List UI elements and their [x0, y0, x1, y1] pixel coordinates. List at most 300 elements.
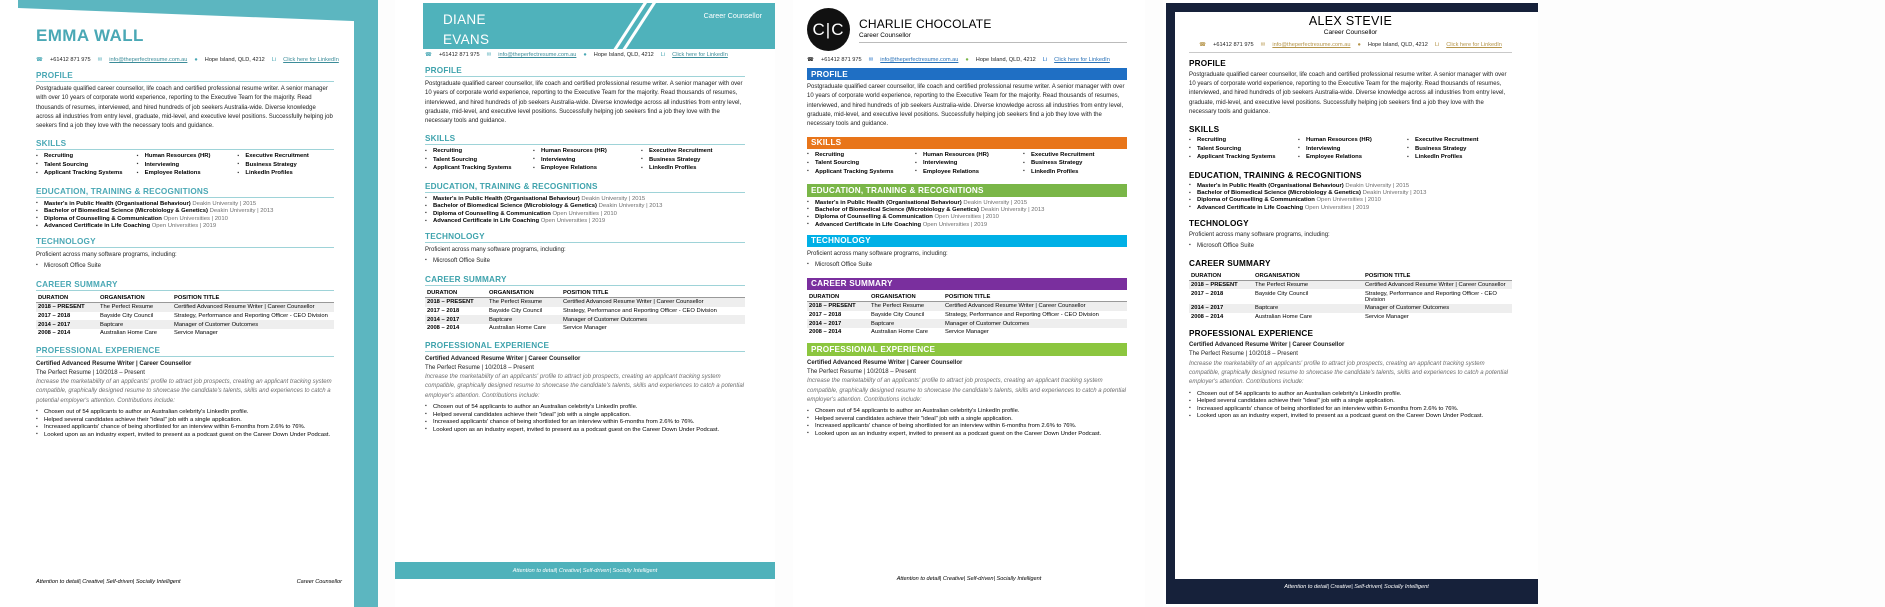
- cell-organisation: The Perfect Resume: [1253, 280, 1363, 289]
- cell-organisation: Australian Home Care: [100, 330, 158, 337]
- education-institution: Deakin University | 2015: [963, 199, 1028, 206]
- column-header-organisation: ORGANISATION: [487, 289, 561, 298]
- cell-duration: 2014 – 2017: [1189, 304, 1253, 313]
- career-summary-table: [425, 289, 745, 333]
- education-degree: Diploma of Counselling & Communication: [44, 215, 162, 222]
- table-header-row: [1189, 271, 1512, 280]
- cell-position: Strategy, Performance and Reporting Officer - CEO Division: [563, 308, 717, 315]
- monogram-logo: C|C: [807, 8, 850, 51]
- section-title-technology: TECHNOLOGY: [36, 237, 334, 248]
- education-degree: Master's in Public Health (Organisational Behaviour): [815, 199, 962, 206]
- skills-column-2: [1298, 137, 1403, 163]
- skills-column-3: [641, 148, 745, 174]
- education-list: [807, 200, 1127, 228]
- location-value: Hope Island, QLD, 4212: [593, 52, 654, 58]
- cell-position: Certified Advanced Resume Writer | Career Counsellor: [943, 302, 1127, 311]
- cell-organisation: Australian Home Care: [489, 325, 547, 332]
- list-item: [1189, 205, 1512, 211]
- cell-duration: 2018 – PRESENT: [425, 298, 487, 307]
- cell-duration: 2018 – PRESENT: [36, 303, 98, 312]
- skills-column-3: [1407, 137, 1512, 163]
- footer-role: Career Counsellor: [296, 579, 342, 585]
- first-name: DIANE: [443, 12, 486, 27]
- list-item: ▪ Executive Recruitment: [237, 153, 334, 159]
- section-title-career-summary: CAREER SUMMARY: [36, 280, 334, 291]
- table-row: [36, 312, 334, 321]
- cell-duration: 2017 – 2018: [809, 311, 842, 318]
- education-degree: Bachelor of Biomedical Science (Microbiology & Genetics): [1197, 190, 1361, 197]
- cell-organisation: Australian Home Care: [871, 329, 929, 336]
- skills-column-3: [237, 153, 334, 179]
- section-title-professional-experience: PROFESSIONAL EXPERIENCE: [425, 341, 745, 352]
- professional-experience-section: [1189, 329, 1512, 419]
- cell-position: Certified Advanced Resume Writer | Career Counsellor: [172, 303, 334, 312]
- list-item: ▪ Executive Recruitment: [1407, 137, 1512, 143]
- list-item: ▪ Recruiting: [807, 152, 911, 158]
- table-row: [1189, 313, 1512, 322]
- list-item: ▪ Microsoft Office Suite: [425, 257, 745, 266]
- technology-intro: Proficient across many software programs, including:: [807, 250, 948, 257]
- experience-company-dates: The Perfect Resume | 10/2018 – Present: [807, 368, 916, 375]
- experience-bullets: [36, 409, 334, 438]
- map-pin-icon: ●: [1357, 42, 1361, 48]
- experience-summary: Increase the marketability of an applicants' profile to attract job prospects, creating an applicant tracking system compatible, graphically designed resume to showcase the candidate's talents, skills and experiences to catch a potential employer's attention. Contributions include:: [425, 374, 744, 399]
- education-degree: Bachelor of Biomedical Science (Microbiology & Genetics): [433, 203, 597, 210]
- technology-list: [425, 257, 745, 266]
- education-list: [36, 201, 334, 229]
- table-header-row: [807, 293, 1127, 302]
- skills-column-1: [807, 152, 911, 178]
- cell-organisation: Australian Home Care: [1255, 313, 1313, 320]
- table-row: [425, 307, 745, 316]
- education-list: [1189, 183, 1512, 211]
- cell-organisation: Baptcare: [1253, 304, 1363, 313]
- section-title-skills: SKILLS: [1189, 125, 1220, 135]
- section-title-technology: TECHNOLOGY: [425, 232, 745, 243]
- cell-position: Service Manager: [1365, 313, 1409, 320]
- table-row: [1189, 304, 1512, 313]
- phone-value: +61412 871 975: [49, 57, 91, 63]
- phone-value: +61412 871 975: [1213, 42, 1254, 48]
- section-title-career-summary: CAREER SUMMARY: [425, 275, 745, 286]
- career-summary-table: [36, 294, 334, 338]
- technology-section: [1189, 219, 1512, 252]
- education-degree: Diploma of Counselling & Communication: [1197, 197, 1315, 204]
- education-section: [36, 187, 334, 229]
- list-item: ▪ Helped several candidates achieve their "ideal" job with a single application.: [1189, 398, 1512, 404]
- list-item: ▪ Microsoft Office Suite: [1189, 242, 1512, 251]
- professional-experience-section: [36, 346, 334, 438]
- education-institution: Deakin University | 2015: [581, 195, 646, 202]
- technology-section: [807, 235, 1127, 271]
- footer-tagline: Attention to detail| Creative| Self-driven| Socially Intelligent: [512, 567, 658, 574]
- education-institution: Open Universities | 2019: [1304, 204, 1370, 211]
- section-title-profile: PROFILE: [807, 68, 1127, 80]
- resume-card-emma-wall[interactable]: [0, 0, 378, 607]
- skills-section: [1189, 125, 1512, 163]
- location-value: Hope Island, QLD, 4212: [1367, 42, 1428, 48]
- section-title-education: EDUCATION, TRAINING & RECOGNITIONS: [807, 184, 1127, 196]
- contact-row: [1189, 42, 1512, 48]
- location-value: Hope Island, QLD, 4212: [975, 57, 1036, 63]
- experience-title: Certified Advanced Resume Writer | Career Counsellor: [1189, 342, 1345, 349]
- cell-duration: 2008 – 2014: [38, 330, 71, 337]
- list-item: ▪ Recruiting: [425, 148, 529, 154]
- list-item: ▪ Business Strategy: [641, 157, 745, 163]
- table-row: [36, 303, 334, 312]
- list-item: ▪ Helped several candidates achieve their "ideal" job with a single application.: [425, 412, 745, 418]
- list-item: ▪ Talent Sourcing: [1189, 146, 1294, 152]
- section-title-education: EDUCATION, TRAINING & RECOGNITIONS: [425, 182, 745, 193]
- skills-section: [36, 139, 334, 179]
- phone-icon: ☎: [36, 57, 43, 63]
- section-title-education: EDUCATION, TRAINING & RECOGNITIONS: [36, 187, 334, 198]
- list-item: ▪ Human Resources (HR): [915, 152, 1019, 158]
- table-header-row: [36, 294, 334, 303]
- education-degree: Advanced Certificate in Life Coaching: [44, 223, 151, 230]
- phone-icon: ☎: [807, 57, 814, 63]
- skills-column-1: [425, 148, 529, 174]
- list-item: ▪ Looked upon as an industry expert, invited to present as a podcast guest on the Career Down Under Podcast.: [807, 431, 1127, 437]
- profile-section: [425, 66, 745, 126]
- list-item: ▪ Interviewing: [533, 157, 637, 163]
- technology-section: [36, 237, 334, 272]
- profile-text: Postgraduate qualified career counsellor, life coach and certified professional resume writer. A senior manager with over 10 years of corporate world experience, reporting to the Executive Team for the majority. Read thousands of resumes, interviewed, and hired hundreds of job seekers Australia-wide. Diverse knowledge across all industries from entry level, graduate, mid-level, and executive level positions. Successfully helping job seekers find a job they love with the necessary tools and guidance.: [1189, 71, 1507, 115]
- list-item: ▪ Applicant Tracking Systems: [36, 170, 133, 176]
- list-item: ▪ Helped several candidates achieve their "ideal" job with a single application.: [36, 417, 334, 423]
- education-institution: Open Universities | 2019: [151, 223, 217, 230]
- profile-section: [36, 71, 334, 131]
- table-row: [36, 320, 334, 329]
- section-title-profile: PROFILE: [425, 66, 745, 77]
- technology-section: [425, 232, 745, 267]
- list-item: [425, 203, 745, 209]
- linkedin-icon: Li: [271, 57, 277, 63]
- section-title-professional-experience: PROFESSIONAL EXPERIENCE: [36, 346, 334, 357]
- career-summary-section: [425, 275, 745, 333]
- section-title-skills: SKILLS: [36, 139, 334, 150]
- profile-section: [1189, 59, 1512, 117]
- list-item: ▪ Looked upon as an industry expert, invited to present as a podcast guest on the Career Down Under Podcast.: [1189, 413, 1512, 419]
- cell-organisation: Baptcare: [869, 319, 943, 328]
- experience-company-dates: The Perfect Resume | 10/2018 – Present: [36, 369, 145, 376]
- list-item: ▪ LinkedIn Profiles: [237, 170, 334, 176]
- cell-duration: 2017 – 2018: [427, 308, 460, 315]
- list-item: ▪ Looked upon as an industry expert, invited to present as a podcast guest on the Career Down Under Podcast.: [36, 432, 334, 438]
- list-item: ▪ LinkedIn Profiles: [641, 165, 745, 171]
- list-item: ▪ Recruiting: [1189, 137, 1294, 143]
- list-item: [1189, 197, 1512, 203]
- skills-column-1: [36, 153, 133, 179]
- section-title-career-summary: CAREER SUMMARY: [1189, 259, 1271, 269]
- technology-list: [807, 261, 1127, 270]
- table-row: [1189, 280, 1512, 289]
- list-item: ▪ Executive Recruitment: [641, 148, 745, 154]
- cell-duration: 2008 – 2014: [809, 329, 842, 336]
- list-item: ▪ Increased applicants' chance of being shortlisted for an interview within 6-months from 2.6% to 76%.: [36, 424, 334, 430]
- education-institution: Deakin University | 2015: [192, 200, 257, 207]
- contact-row: [807, 57, 1127, 63]
- resume-card-alex-stevie[interactable]: [1163, 0, 1538, 607]
- cell-duration: 2018 – PRESENT: [807, 302, 869, 311]
- list-item: [36, 223, 334, 229]
- cell-organisation: Bayside City Council: [489, 308, 543, 315]
- list-item: ▪ Helped several candidates achieve their "ideal" job with a single application.: [807, 416, 1127, 422]
- cell-position: Service Manager: [945, 329, 989, 336]
- table-row: [1189, 289, 1512, 304]
- education-institution: Deakin University | 2013: [209, 208, 274, 215]
- cell-duration: 2014 – 2017: [425, 315, 487, 324]
- education-institution: Open Universities | 2010: [934, 214, 999, 221]
- email-link[interactable]: info@theperfectresume.com.au: [1272, 42, 1351, 48]
- list-item: ▪ Chosen out of 54 applicants to author an Australian celebrity's LinkedIn profile.: [425, 404, 745, 410]
- list-item: [425, 211, 745, 217]
- list-item: ▪ Talent Sourcing: [36, 162, 133, 168]
- bottom-frame-bar: [1166, 595, 1538, 604]
- column-header-position: POSITION TITLE: [172, 294, 334, 303]
- linkedin-icon: Li: [1042, 57, 1048, 63]
- list-item: ▪ Employee Relations: [1298, 154, 1403, 160]
- education-institution: Open Universities | 2010: [552, 210, 617, 217]
- table-header-row: [425, 289, 745, 298]
- table-row: [36, 329, 334, 338]
- page-title: CHARLIE CHOCOLATE: [859, 16, 992, 31]
- list-item: [425, 196, 745, 202]
- envelope-icon: ✉: [486, 52, 492, 58]
- contact-row: [36, 57, 339, 63]
- column-header-position: POSITION TITLE: [561, 289, 745, 298]
- page-title: EMMA WALL: [36, 26, 144, 45]
- map-pin-icon: ●: [583, 52, 587, 58]
- list-item: ▪ Talent Sourcing: [425, 157, 529, 163]
- cell-position: Manager of Customer Outcomes: [561, 315, 745, 324]
- technology-intro: Proficient across many software programs, including:: [36, 252, 177, 259]
- cell-organisation: Baptcare: [487, 315, 561, 324]
- education-section: [1189, 171, 1512, 211]
- education-institution: Deakin University | 2013: [1362, 190, 1427, 197]
- education-degree: Advanced Certificate in Life Coaching: [433, 218, 540, 225]
- profile-text: Postgraduate qualified career counsellor, life coach and certified professional resume writer. A senior manager with over 10 years of corporate world experience, reporting to the Executive Team for the majority. Read thousands of resumes, interviewed, and hired hundreds of job seekers Australia-wide. Diverse knowledge across all industries from entry level, graduate, mid-level, and executive level positions. Successfully helping job seekers find a job they love with the necessary tools and guidance.: [36, 86, 333, 130]
- list-item: ▪ Applicant Tracking Systems: [1189, 154, 1294, 160]
- cell-position: Manager of Customer Outcomes: [943, 319, 1127, 328]
- list-item: [36, 201, 334, 207]
- list-item: [1189, 183, 1512, 189]
- education-institution: Deakin University | 2013: [598, 203, 663, 210]
- education-degree: Advanced Certificate in Life Coaching: [1197, 204, 1304, 211]
- phone-icon: ☎: [1199, 42, 1207, 48]
- footer-tagline: Attention to detail| Creative| Self-driven| Socially Intelligent: [1284, 584, 1429, 590]
- email-link[interactable]: info@theperfectresume.com.au: [109, 57, 188, 63]
- education-institution: Open Universities | 2010: [1316, 197, 1381, 204]
- table-row: [807, 302, 1127, 311]
- list-item: ▪ Microsoft Office Suite: [807, 261, 1127, 270]
- phone-value: +61412 871 975: [820, 57, 862, 63]
- list-item: ▪ Employee Relations: [137, 170, 234, 176]
- experience-company-dates: The Perfect Resume | 10/2018 – Present: [1189, 351, 1298, 358]
- list-item: [1189, 190, 1512, 196]
- career-summary-section: [36, 280, 334, 338]
- list-item: ▪ Microsoft Office Suite: [36, 262, 334, 271]
- education-degree: Advanced Certificate in Life Coaching: [815, 221, 922, 228]
- list-item: ▪ Increased applicants' chance of being shortlisted for an interview within 6-months from 2.6% to 76%.: [425, 419, 745, 425]
- experience-summary: Increase the marketability of an applicants' profile to attract job prospects, creating an applicant tracking system compatible, graphically designed resume to showcase the candidate's talents, skills and experiences to catch a potential employer's attention. Contributions include:: [36, 379, 332, 404]
- list-item: [36, 216, 334, 222]
- cell-position: Certified Advanced Resume Writer | Career Counsellor: [561, 298, 745, 307]
- experience-title: Certified Advanced Resume Writer | Career Counsellor: [425, 355, 581, 362]
- cell-position: Service Manager: [563, 325, 607, 332]
- technology-list: [36, 262, 334, 271]
- table-row: [807, 319, 1127, 328]
- list-item: [807, 207, 1127, 213]
- column-header-duration: DURATION: [425, 289, 487, 298]
- footer: [793, 567, 1145, 585]
- section-title-profile: PROFILE: [1189, 58, 1226, 68]
- column-header-position: POSITION TITLE: [943, 293, 1127, 302]
- envelope-icon: ✉: [97, 57, 103, 63]
- profile-section: [807, 68, 1127, 130]
- list-item: ▪ LinkedIn Profiles: [1407, 154, 1512, 160]
- experience-bullets: [807, 408, 1127, 437]
- experience-summary: Increase the marketability of an applicants' profile to attract job prospects, creating an applicant tracking system compatible, graphically designed resume to showcase the candidate's talents, skills and experiences to catch a potential employer's attention. Contributions include:: [1189, 360, 1508, 386]
- cell-organisation: The Perfect Resume: [98, 303, 172, 312]
- column-header-duration: DURATION: [1189, 271, 1253, 280]
- section-title-career-summary: CAREER SUMMARY: [807, 278, 1127, 290]
- linkedin-link[interactable]: Click here for LinkedIn: [283, 57, 339, 63]
- column-header-organisation: ORGANISATION: [1253, 271, 1363, 280]
- section-title-skills: SKILLS: [425, 134, 745, 145]
- skills-column-2: [915, 152, 1019, 178]
- education-institution: Open Universities | 2019: [540, 218, 606, 225]
- footer: [36, 579, 342, 585]
- table-row: [425, 324, 745, 333]
- list-item: ▪ Business Strategy: [1407, 146, 1512, 152]
- column-header-position: POSITION TITLE: [1363, 271, 1512, 280]
- list-item: ▪ Human Resources (HR): [137, 153, 234, 159]
- cell-duration: 2014 – 2017: [36, 320, 98, 329]
- list-item: [425, 218, 745, 224]
- cell-position: Service Manager: [174, 330, 218, 337]
- list-item: ▪ Increased applicants' chance of being shortlisted for an interview within 6-months from 2.6% to 76%.: [807, 423, 1127, 429]
- cell-position: Manager of Customer Outcomes: [1363, 304, 1512, 313]
- list-item: ▪ Applicant Tracking Systems: [807, 169, 911, 175]
- cell-duration: 2017 – 2018: [38, 313, 71, 320]
- list-item: ▪ Interviewing: [915, 160, 1019, 166]
- email-link[interactable]: info@theperfectresume.com.au: [498, 52, 577, 58]
- cell-organisation: Bayside City Council: [871, 311, 925, 318]
- list-item: ▪ LinkedIn Profiles: [1023, 169, 1127, 175]
- education-institution: Deakin University | 2013: [980, 206, 1045, 213]
- resume-card-charlie-chocolate[interactable]: [793, 0, 1145, 607]
- list-item: ▪ Interviewing: [137, 162, 234, 168]
- location-value: Hope Island, QLD, 4212: [204, 57, 265, 63]
- divider: [1189, 52, 1512, 53]
- education-institution: Open Universities | 2010: [163, 215, 228, 222]
- career-summary-section: [807, 278, 1127, 337]
- education-institution: Open Universities | 2019: [922, 221, 988, 228]
- skills-section: [807, 137, 1127, 178]
- professional-experience-section: [807, 343, 1127, 436]
- education-degree: Master's in Public Health (Organisational Behaviour): [1197, 182, 1344, 189]
- footer-bar: [1175, 579, 1538, 595]
- list-item: [807, 222, 1127, 228]
- column-header-duration: DURATION: [36, 294, 98, 303]
- envelope-icon: ✉: [1260, 42, 1266, 48]
- page-title: ALEX STEVIE: [1308, 14, 1393, 28]
- footer-bar: [395, 562, 775, 579]
- footer-tagline: Attention to detail| Creative| Self-driven| Socially Intelligent: [36, 579, 181, 585]
- cell-organisation: The Perfect Resume: [869, 302, 943, 311]
- career-summary-table: [807, 293, 1127, 337]
- table-row: [807, 311, 1127, 320]
- list-item: [807, 200, 1127, 206]
- cell-organisation: The Perfect Resume: [487, 298, 561, 307]
- cell-duration: 2008 – 2014: [427, 325, 460, 332]
- cell-duration: 2008 – 2014: [1191, 313, 1224, 320]
- education-list: [425, 196, 745, 224]
- section-title-technology: TECHNOLOGY: [807, 235, 1127, 247]
- header-role: Career Counsellor: [703, 11, 762, 20]
- footer-tagline: Attention to detail| Creative| Self-driven| Socially Intelligent: [896, 576, 1042, 582]
- map-pin-icon: ●: [965, 57, 969, 63]
- education-degree: Diploma of Counselling & Communication: [815, 214, 933, 221]
- list-item: ▪ Chosen out of 54 applicants to author an Australian celebrity's LinkedIn profile.: [36, 409, 334, 415]
- experience-title: Certified Advanced Resume Writer | Career Counsellor: [36, 360, 192, 367]
- technology-intro: Proficient across many software programs, including:: [425, 247, 566, 254]
- section-title-professional-experience: PROFESSIONAL EXPERIENCE: [1189, 329, 1314, 339]
- linkedin-link[interactable]: Click here for LinkedIn: [1446, 42, 1502, 48]
- skills-column-2: [533, 148, 637, 174]
- experience-summary: Increase the marketability of an applicants' profile to attract job prospects, creating an applicant tracking system compatible, graphically designed resume to showcase the candidate's talents, skills and experiences to catch a potential employer's attention. Contributions include:: [807, 378, 1126, 403]
- cell-position: Strategy, Performance and Reporting Officer - CEO Division: [1365, 290, 1497, 303]
- list-item: ▪ Recruiting: [36, 153, 133, 159]
- linkedin-link[interactable]: Click here for LinkedIn: [1054, 57, 1110, 63]
- experience-bullets: [1189, 391, 1512, 420]
- cell-duration: 2014 – 2017: [807, 319, 869, 328]
- experience-bullets: [425, 404, 745, 433]
- resume-card-diane-evans[interactable]: [395, 0, 775, 607]
- education-institution: Deakin University | 2015: [1345, 182, 1410, 189]
- header-row: [807, 8, 1127, 51]
- cell-duration: 2018 – PRESENT: [1189, 280, 1253, 289]
- education-section: [425, 182, 745, 224]
- column-header-organisation: ORGANISATION: [869, 293, 943, 302]
- cell-position: Strategy, Performance and Reporting Officer - CEO Division: [945, 311, 1099, 318]
- education-degree: Bachelor of Biomedical Science (Microbiology & Genetics): [44, 208, 208, 215]
- cell-position: Manager of Customer Outcomes: [172, 320, 334, 329]
- linkedin-link[interactable]: Click here for LinkedIn: [672, 52, 728, 58]
- list-item: ▪ Chosen out of 54 applicants to author an Australian celebrity's LinkedIn profile.: [807, 408, 1127, 414]
- skills-column-3: [1023, 152, 1127, 178]
- cell-organisation: Baptcare: [98, 320, 172, 329]
- list-item: ▪ Employee Relations: [533, 165, 637, 171]
- list-item: ▪ Chosen out of 54 applicants to author an Australian celebrity's LinkedIn profile.: [1189, 391, 1512, 397]
- experience-title: Certified Advanced Resume Writer | Career Counsellor: [807, 359, 963, 366]
- last-name: EVANS: [443, 31, 490, 47]
- list-item: ▪ Looked upon as an industry expert, invited to present as a podcast guest on the Career Down Under Podcast.: [425, 427, 745, 433]
- profile-text: Postgraduate qualified career counsellor, life coach and certified professional resume writer. A senior manager with over 10 years of corporate world experience, reporting to the Executive Team for the majority. Read thousands of resumes, interviewed, and hired hundreds of job seekers Australia-wide. Diverse knowledge across all industries from entry level, graduate, mid-level, and executive level positions. Successfully helping job seekers find a job they love with the necessary tools and guidance.: [425, 81, 743, 125]
- section-title-skills: SKILLS: [807, 137, 1127, 149]
- education-degree: Diploma of Counselling & Communication: [433, 210, 551, 217]
- table-row: [425, 298, 745, 307]
- career-summary-table: [1189, 271, 1512, 321]
- table-row: [807, 328, 1127, 337]
- cell-position: Certified Advanced Resume Writer | Career Counsellor: [1363, 280, 1512, 289]
- email-link[interactable]: info@theperfectresume.com.au: [880, 57, 959, 63]
- section-title-profile: PROFILE: [36, 71, 334, 82]
- professional-experience-section: [425, 341, 745, 433]
- education-degree: Master's in Public Health (Organisational Behaviour): [44, 200, 191, 207]
- list-item: ▪ Human Resources (HR): [1298, 137, 1403, 143]
